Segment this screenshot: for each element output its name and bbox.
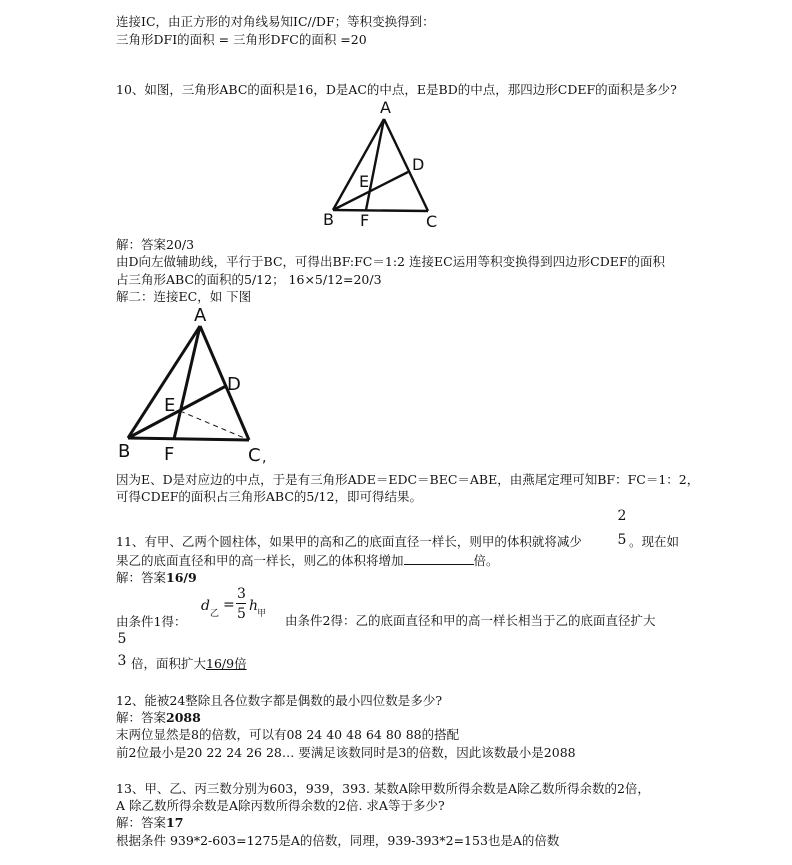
top-line-1: 连接IC，由正方形的对角线易知IC//DF；等积变换得到： bbox=[116, 14, 435, 29]
q10-question: 10、如图，三角形ABC的面积是16，D是AC的中点，E是BD的中点，那四边形CDEF的面积是多少? bbox=[116, 82, 677, 97]
q10-fig1-label-c: C bbox=[426, 212, 438, 230]
q10-fig1-label-e: E bbox=[359, 172, 370, 191]
q10-fig1-label-b: B bbox=[323, 210, 334, 229]
q11-formula-sub-jia: 甲 bbox=[257, 609, 267, 619]
q10-fig1-label-d: D bbox=[412, 155, 425, 174]
q11-fraction-2 bbox=[116, 632, 128, 668]
q12-explanation-1: 末两位显然是8的倍数，可以有08 24 40 48 64 80 88的搭配 bbox=[116, 727, 460, 742]
q11-answer-value: 16/9 bbox=[166, 570, 197, 585]
q11-fraction-1-bar bbox=[616, 525, 628, 531]
q12-explanation-2: 前2位最小是20 22 24 26 28… 要满足该数同时是3的倍数，因此该数最小是2088 bbox=[116, 745, 576, 760]
q11-answer-blank bbox=[404, 552, 474, 565]
q11-condition-2: 由条件2得：乙的底面直径和甲的高一样长相当于乙的底面直径扩大 bbox=[285, 613, 656, 628]
q10-solution-2: 解二：连接EC，如 下图 bbox=[116, 289, 252, 304]
q10-fig1-label-a: A bbox=[380, 98, 391, 117]
q10-answer: 解：答案20/3 bbox=[116, 237, 195, 252]
q10-fig2-label-d: D bbox=[227, 374, 241, 395]
q10-figure-2 bbox=[114, 304, 274, 468]
q10-fig2-side-bc bbox=[128, 438, 249, 440]
q13-explanation-1: 根据条件 939*2-603=1275是A的倍数，同理，939-393*2=153也是A的倍数 bbox=[116, 833, 560, 848]
q10-fig2-label-b: B bbox=[118, 441, 131, 462]
q11-formula-denominator: 5 bbox=[237, 606, 246, 622]
q11-formula-bar bbox=[236, 603, 246, 604]
q10-explanation-3: 因为E、D是对应边的中点，于是有三角形ADE＝EDC＝BEC＝ABE，由燕尾定理可知BF：FC＝1：2， bbox=[116, 472, 700, 487]
q11-question-part-d: 倍。 bbox=[473, 553, 499, 568]
q13-question-2: A 除乙数所得余数是A除丙数所得余数的2倍. 求A等于多少? bbox=[116, 798, 445, 813]
q11-formula-sub-yi: 乙 bbox=[210, 609, 220, 619]
q10-explanation-4: 可得CDEF的面积占三角形ABC的5/12，即可得结果。 bbox=[116, 489, 422, 504]
q10-fig1-label-f: F bbox=[360, 211, 370, 230]
q10-explanation-2: 占三角形ABC的面积的5/12； 16×5/12=20/3 bbox=[116, 272, 382, 287]
q11-tail-prefix: 倍，面积扩大 bbox=[131, 656, 207, 671]
q12-answer bbox=[116, 710, 201, 726]
q13-answer-prefix: 解：答案 bbox=[116, 815, 167, 830]
q11-answer bbox=[116, 570, 197, 586]
q11-tail bbox=[131, 656, 247, 672]
q10-fig2-label-a: A bbox=[194, 305, 207, 326]
q10-fig2-label-e: E bbox=[164, 395, 176, 416]
q13-answer-value: 17 bbox=[166, 815, 184, 830]
q10-fig2-line-af bbox=[174, 326, 200, 439]
q11-question-line-2 bbox=[116, 552, 499, 569]
q11-fraction-2-denominator: 3 bbox=[117, 653, 127, 669]
top-line-2: 三角形DFI的面积 = 三角形DFC的面积 =20 bbox=[116, 32, 367, 47]
q12-answer-value: 2088 bbox=[166, 710, 201, 725]
q12-answer-prefix: 解：答案 bbox=[116, 710, 167, 725]
q10-fig2-label-f: F bbox=[164, 444, 175, 465]
q11-fraction-1-numerator: 2 bbox=[617, 508, 627, 524]
q11-answer-prefix: 解：答案 bbox=[116, 570, 167, 585]
q11-fraction-2-numerator: 5 bbox=[117, 631, 127, 647]
q11-condition-1: 由条件1得： bbox=[116, 614, 187, 629]
q13-question-1: 13、甲、乙、丙三数分别为603，939，393. 某数A除甲数所得余数是A除乙数所得余数的2倍， bbox=[116, 781, 650, 796]
q12-question: 12、能被24整除且各位数字都是偶数的最小四位数是多少? bbox=[116, 693, 443, 708]
q11-question-part-b: 。现在如 bbox=[629, 534, 680, 549]
q10-fig1-side-bc bbox=[333, 210, 428, 211]
q10-fig2-label-c: C bbox=[248, 445, 261, 466]
q11-question-part-c: 果乙的底面直径和甲的高一样长，则乙的体积将增加 bbox=[116, 553, 404, 568]
q10-fig2-side-ab bbox=[128, 326, 200, 438]
q11-formula-h: h bbox=[249, 598, 259, 614]
q11-fraction-1-denominator: 5 bbox=[617, 532, 627, 548]
q11-formula-d: d bbox=[201, 598, 210, 614]
q11-fraction-2-bar bbox=[116, 648, 128, 652]
q10-figure-1 bbox=[318, 98, 444, 230]
q11-fraction-1 bbox=[616, 509, 628, 547]
q10-explanation-1: 由D向左做辅助线，平行于BC，可得出BF:FC＝1:2 连接EC运用等积变换得到四边形CDEF的面积 bbox=[116, 254, 666, 269]
q13-answer bbox=[116, 815, 183, 831]
q11-formula-numerator: 3 bbox=[237, 586, 246, 602]
q11-formula-equals: = bbox=[223, 597, 235, 613]
q11-question-part-a: 11、有甲、乙两个圆柱体，如果甲的高和乙的底面直径一样长，则甲的体积就将减少 bbox=[116, 534, 582, 549]
q10-fig2-comma: , bbox=[262, 450, 267, 466]
q11-tail-value: 16/9倍 bbox=[206, 656, 247, 671]
